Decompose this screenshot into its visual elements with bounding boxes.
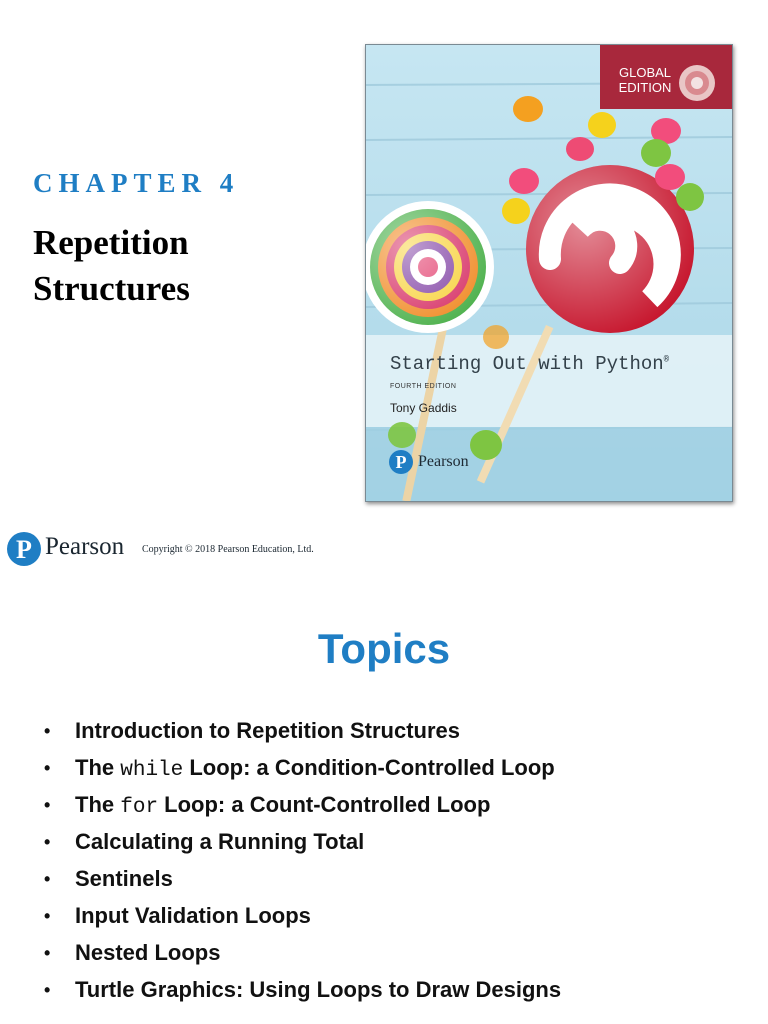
topic-text-suffix: Loop: a Count-Controlled Loop [158,792,491,817]
topics-title: Topics [317,625,451,672]
bullet-icon: • [44,758,51,778]
bullet-icon: • [44,832,51,852]
footer-brand: Pearson [45,533,125,560]
cover-publisher: Pearson [418,453,469,470]
svg-text:P: P [395,452,407,472]
cover-badge [609,65,681,95]
bullet-icon: • [44,795,51,815]
topic-item [44,936,561,973]
topic-text-suffix: Loop: a Condition-Controlled Loop [183,755,555,780]
topic-item [44,973,561,1010]
topic-text: Calculating a Running Total [75,829,365,854]
cover-badge-line-1: GLOBAL [618,65,672,80]
cover-book-title [390,353,669,375]
cover-book-title-text: Starting Out with Python [390,353,664,375]
topic-code-keyword: for [120,796,159,819]
footer-copyright: Copyright © 2018 Pearson Education, Ltd. [142,544,314,555]
topic-text-prefix: The [75,792,121,817]
bullet-icon: • [44,721,51,741]
topic-item [44,751,561,788]
cover-author: Tony Gaddis [390,401,457,415]
chapter-label: CHAPTER 4 [33,168,240,198]
topics-list [44,714,561,1010]
cover-badge-line-2: EDITION [618,80,672,95]
cover-edition: FOURTH EDITION [390,383,457,390]
topic-text: Introduction to Repetition Structures [75,718,460,743]
topic-text: Sentinels [75,866,173,891]
cover-registered-mark: ® [663,354,670,365]
topic-text: Turtle Graphics: Using Loops to Draw Designs [75,977,562,1002]
topic-item [44,788,561,825]
topic-text: Nested Loops [75,940,221,965]
topic-item [44,862,561,899]
topic-code-keyword: while [120,759,184,782]
pearson-logo-icon [7,532,41,566]
chapter-title-line-1: Repetition [33,223,189,262]
svg-text:P: P [16,535,32,564]
topic-text-prefix: The [75,755,121,780]
topic-item [44,899,561,936]
bullet-icon: • [44,869,51,889]
chapter-title-line-2: Structures [33,269,190,308]
topic-text: Input Validation Loops [75,903,311,928]
bullet-icon: • [44,906,51,926]
topic-item [44,714,561,751]
topic-item [44,825,561,862]
chapter-title [33,220,190,312]
bullet-icon: • [44,980,51,1000]
book-cover-artwork [366,45,732,501]
bullet-icon: • [44,943,51,963]
book-cover-image [365,44,733,502]
